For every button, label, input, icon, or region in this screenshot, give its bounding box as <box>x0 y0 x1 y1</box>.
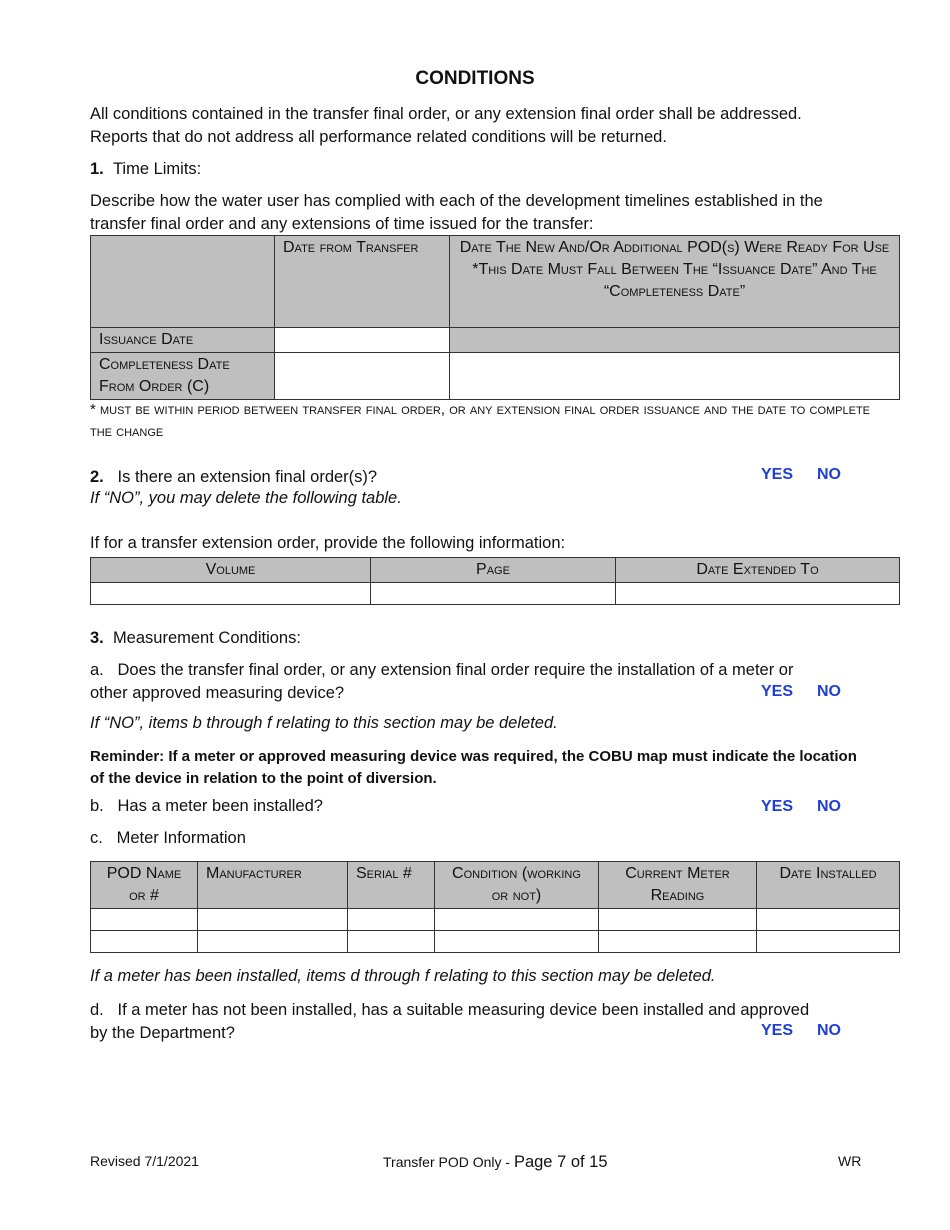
table-cell[interactable] <box>91 931 198 953</box>
table-cell[interactable] <box>757 909 900 931</box>
completeness-date-transfer-cell[interactable] <box>275 353 450 400</box>
section-1-heading <box>90 158 201 181</box>
section-1-description: Describe how the water user has complied with each of the development timelines established in the transfer final order and any extensions of time issued for the transfer: <box>90 192 823 233</box>
yes-option[interactable]: YES <box>761 683 794 700</box>
table-cell[interactable] <box>198 931 348 953</box>
no-option[interactable]: NO <box>817 798 841 815</box>
table-cell[interactable] <box>91 909 198 931</box>
table-cell[interactable] <box>435 931 599 953</box>
table-header: Page <box>371 558 616 583</box>
question-c-hint: If a meter has been installed, items d through f relating to this section may be deleted. <box>90 967 716 985</box>
footer-center: Transfer POD Only - Page 7 of 15 <box>383 1153 608 1171</box>
table-header: Date Extended To <box>616 558 900 583</box>
table-header: Serial # <box>348 862 435 909</box>
no-option[interactable]: NO <box>817 466 841 483</box>
table-header: Manufacturer <box>198 862 348 909</box>
extension-table <box>90 557 900 605</box>
table-header: Date Installed <box>757 862 900 909</box>
question-c: c. Meter Information <box>90 829 246 847</box>
section-number: 1. <box>90 160 104 178</box>
footer-revised: Revised 7/1/2021 <box>90 1153 199 1169</box>
issuance-date-transfer-cell[interactable] <box>275 328 450 353</box>
table-cell[interactable] <box>599 909 757 931</box>
issuance-date-ready-cell <box>450 328 900 353</box>
no-option[interactable]: NO <box>817 683 841 700</box>
section-label: Time Limits: <box>112 160 202 178</box>
yes-no-group <box>761 798 851 816</box>
footnote: * must be within period between transfer final order, or any extension final order issuance and the date to complete the change <box>90 401 871 440</box>
table-cell[interactable] <box>198 909 348 931</box>
meter-info-table <box>90 861 900 953</box>
page-cell[interactable] <box>371 583 616 605</box>
intro <box>90 103 802 149</box>
table-cell[interactable] <box>435 909 599 931</box>
yes-no-group <box>761 683 851 701</box>
yes-option[interactable]: YES <box>761 466 794 483</box>
intro-line: All conditions contained in the transfer final order, or any extension final order shall be addressed. <box>90 105 802 123</box>
completeness-date-ready-cell[interactable] <box>450 353 900 400</box>
question-d: d. If a meter has not been installed, has a suitable measuring device been installed and approved by the Department? <box>90 1001 810 1042</box>
question-b: b. Has a meter been installed? <box>90 797 323 815</box>
table-header: Date from Transfer <box>275 236 450 328</box>
section-2-question: 2. Is there an extension final order(s)? <box>90 468 378 486</box>
table-cell[interactable] <box>348 931 435 953</box>
footer-right: WR <box>838 1153 862 1169</box>
table-cell[interactable] <box>599 931 757 953</box>
table-row <box>91 909 900 931</box>
table-row <box>91 931 900 953</box>
extension-lead: If for a transfer extension order, provide the following information: <box>90 534 566 552</box>
row-label: Issuance Date <box>91 328 275 353</box>
intro-line: Reports that do not address all performance related conditions will be returned. <box>90 128 667 146</box>
table-header-blank <box>91 236 275 328</box>
table-header: Volume <box>91 558 371 583</box>
table-header: Date The New And/Or Additional POD(s) Were Ready For Use *This Date Must Fall Between The “Issuance Date” And The “Completeness Date” <box>450 236 900 328</box>
volume-cell[interactable] <box>91 583 371 605</box>
table-header: Condition (working or not) <box>435 862 599 909</box>
table-cell[interactable] <box>348 909 435 931</box>
table-cell[interactable] <box>757 931 900 953</box>
date-extended-cell[interactable] <box>616 583 900 605</box>
time-limits-table <box>90 235 900 400</box>
yes-no-group <box>761 1022 851 1040</box>
table-header: Current Meter Reading <box>599 862 757 909</box>
yes-option[interactable]: YES <box>761 1022 794 1039</box>
page-title: CONDITIONS <box>415 68 535 89</box>
yes-no-group <box>761 466 851 484</box>
question-a-hint: If “NO”, items b through f relating to this section may be deleted. <box>90 714 558 732</box>
section-2-hint: If “NO”, you may delete the following table. <box>90 489 402 507</box>
reminder: Reminder: If a meter or approved measuring device was required, the COBU map must indicate the location of the device in relation to the point of diversion. <box>90 748 857 787</box>
section-3-heading: 3. Measurement Conditions: <box>90 629 301 647</box>
question-a: a. Does the transfer final order, or any extension final order require the installation of a meter or other approved measuring device? <box>90 661 794 702</box>
row-label: Completeness Date From Order (C) <box>91 353 275 400</box>
yes-option[interactable]: YES <box>761 798 794 815</box>
no-option[interactable]: NO <box>817 1022 841 1039</box>
page-number: Page 7 of 15 <box>513 1153 608 1171</box>
table-header: POD Name or # <box>91 862 198 909</box>
